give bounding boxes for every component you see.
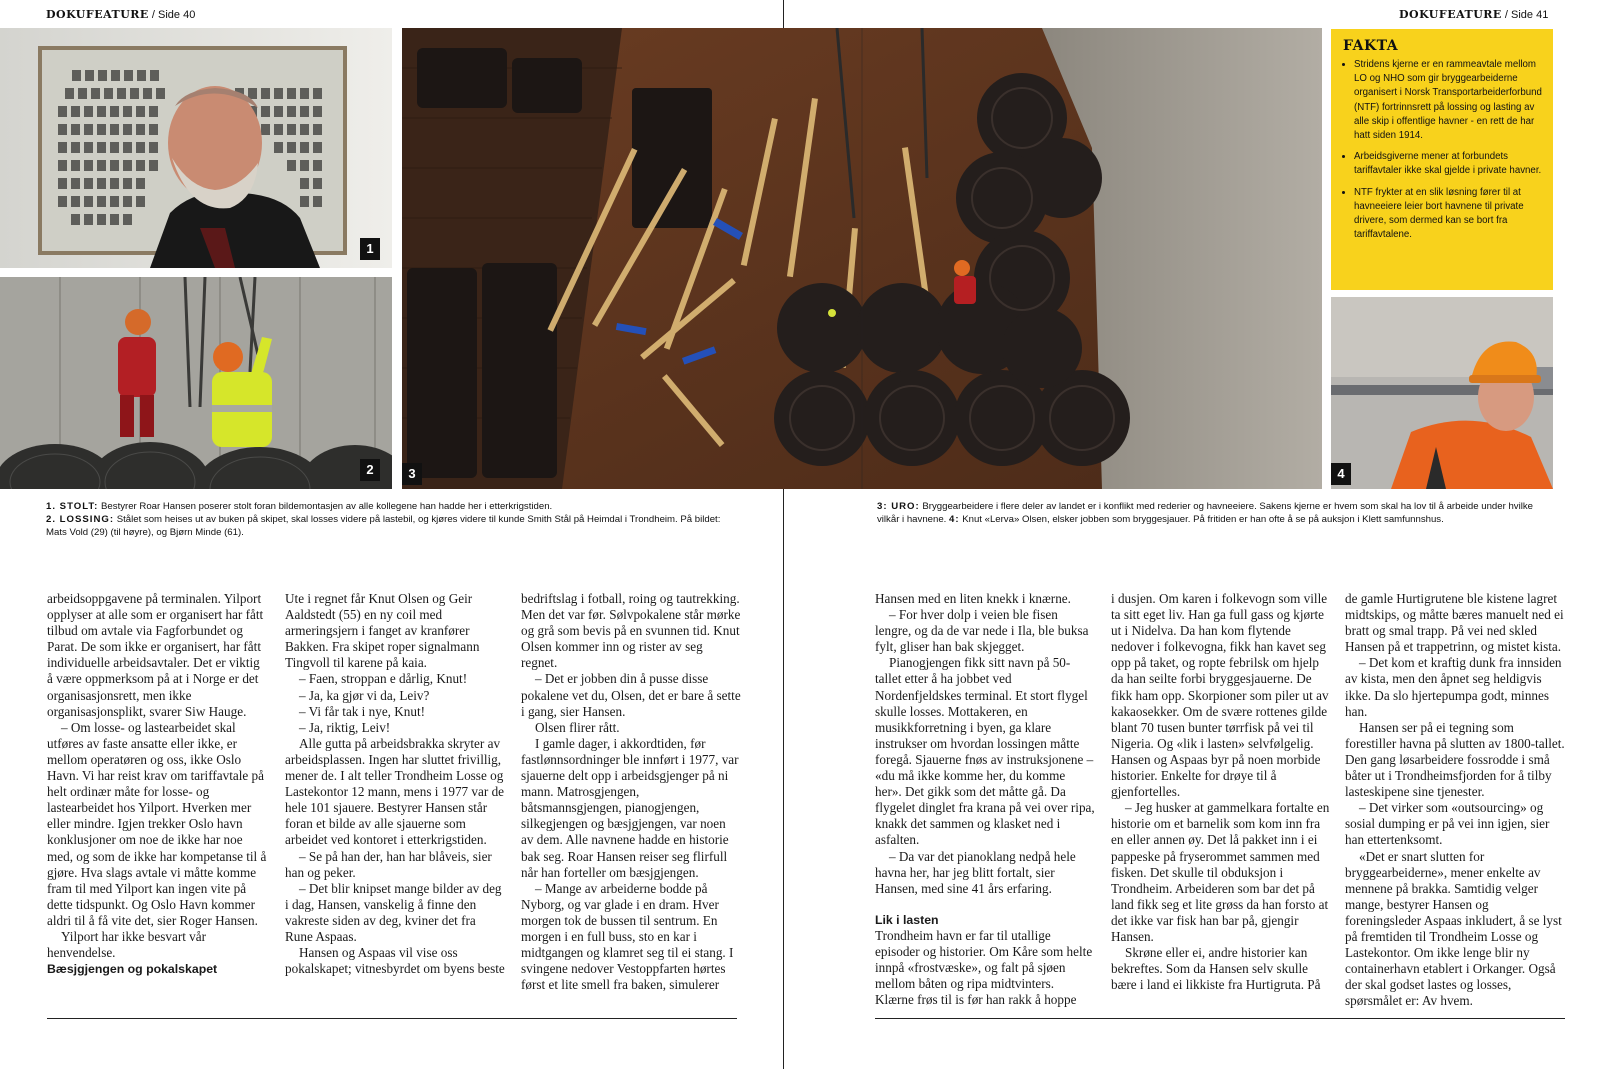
page-number: / Side 40 xyxy=(151,9,196,21)
photo-number-badge: 4 xyxy=(1331,463,1351,485)
body-column-4 xyxy=(875,591,1095,1008)
body-paragraph: bedriftslag i fotball, roing og tautrekking. Men det var før. Sølvpokalene står mørke og grå som bevis på en svunnen tid. Knut Olsen kommer inn og rister av seg regnet. xyxy=(521,591,741,671)
caption-text: Bestyrer Roar Hansen poserer stolt foran bildemontasjen av alle kollegene han hadde her i etterkrigstiden. xyxy=(101,501,553,512)
caption-right xyxy=(877,500,1557,526)
page-number: / Side 41 xyxy=(1504,9,1549,21)
body-paragraph: i dusjen. Om karen i folkevogn som ville ta sitt eget liv. Han ga full gass og kjørte ut i Nidelva. Da han kom flytende nedover i folkevogna, fikk han kavet seg opp på taket, og ropte febrilsk om hjelp da han seilte forbi bryggesjauerne. De fikk ham opp. Skorpioner som piler ut av kakaosekker. Om de svære rottenes gilde blant 70 tusen bunter tørrfisk på vei til Nigeria. Og «lik i lasten» selvfølgelig. Hansen og Aspaas byr på noen morbide historier. Enkelte for drøye til å gjenfortelles. xyxy=(1111,591,1329,800)
body-paragraph: – Det blir knipset mange bilder av deg i dag, Hansen, vanskelig å finne den vakreste siden av deg, kviner det fra Rune Aspaas. xyxy=(285,880,502,944)
body-paragraph: Hansen ser på ei tegning som forestiller havna på slutten av 1800-tallet. Den gang løsarbeidere fossrodde i små båter ut i Trondheimsfjorden for å tilby lasteskipene sine tjenester. xyxy=(1345,719,1565,800)
fakta-title: FAKTA xyxy=(1343,38,1399,54)
body-paragraph: – Se på han der, han har blåveis, sier han og peker. xyxy=(285,848,492,880)
photo-4-dockworker xyxy=(1331,297,1553,489)
body-paragraph: arbeidsoppgavene på terminalen. Yilport opplyser at alle som er organisert har fått tilbud om avtale via Fagforbundet og Parat. De som ikke er organisert, har fått individuelle arbeidsavtaler. Det er viktig å være oppmerksom på at i Norge er det organisasjonsrett, men ikke organisasjonsplikt, svarer Siw Hauge. xyxy=(47,591,264,719)
body-paragraph: – Faen, stroppan e dårlig, Knut! xyxy=(299,671,468,687)
body-paragraph: – Ja, riktig, Leiv! xyxy=(299,719,391,735)
body-paragraph: «Det er snart slutten for bryggearbeiderne», mener enkelte av mennene på brakka. Samtidig velger mange, bestyrer Hansen og foreningsleder Aspaas inkludert, å se lyst på fremtiden til Trondheim Losse og Lastekontor. Om ikke lenge blir ny containerhavn etablert i Orkanger. Også der skal godset lastes og losses, spørsmålet er: Av hvem. xyxy=(1345,848,1562,1009)
fakta-item: • NTF frykter at en slik løsning fører til at havneeiere leier bort havnene til private drivere, som dermed kan se bort fra tariffavtalene. xyxy=(1354,186,1544,243)
body-paragraph: – Det virker som «outsourcing» og sosial dumping er på vei inn igjen, sier han ettertenksomt. xyxy=(1345,800,1550,848)
caption-label: 1. STOLT: xyxy=(46,501,99,512)
body-column-2 xyxy=(285,591,505,977)
body-paragraph: – Jeg husker at gammelkara fortalte en historie om et barnelik som kom inn fra en eller annen øy. Det lå pakket inn i ei pappeske på fryserommet sammen med fisken. Det skulle til obduksjon i Trondheim. Arbeideren som bar det på land fikk seg et lite grøss da han forsto at det ikke var fisk han bar på, gjengir Hansen. xyxy=(1111,800,1330,944)
fakta-item: • Stridens kjerne er en rammeavtale mellom LO og NHO som gir bryggearbeiderne organisert i Norsk Transportarbeiderforbund (NTF) fortrinnsrett på lossing og lasting av alle skip i offentlige havner - en rett de har hatt siden 1914. xyxy=(1354,58,1544,143)
body-paragraph: I gamle dager, i akkordtiden, før fastlønnsordninger ble innført i 1977, var sjauerne delt opp i arbeidsgjenger på ni mann. Matrosgjengen, båtsmannsgjengen, pianogjengen, silkegjengen og bæsjgjengen, var noen av dem. Alle navnene hadde en historie bak seg. Roar Hansen reiser seg flirfull når han forteller om bæsjgjengen. xyxy=(521,735,739,880)
body-paragraph: – Det er jobben din å pusse disse pokalene vet du, Olsen, det er bare å sette i gang, sier Hansen. xyxy=(521,671,741,719)
photo-number-badge: 3 xyxy=(402,463,422,485)
bottom-rule-left xyxy=(47,1018,737,1019)
subheading: Lik i lasten xyxy=(875,912,939,927)
body-paragraph: Olsen flirer rått. xyxy=(535,719,620,735)
fakta-item: • Arbeidsgiverne mener at forbundets tariffavtaler ikke skal gjelde i private havner. xyxy=(1354,150,1544,178)
body-paragraph: Alle gutta på arbeidsbrakka skryter av arbeidsplassen. Ingen har sluttet frivillig, mener de. I alt teller Trondheim Losse og Lastekontor 12 mann, mens i 1977 var de hele 101 sjauere. Bestyrer Hansen står foran et bilde av alle sjauerne som arbeidet ved kontoret i etterkrigstiden. xyxy=(285,735,505,848)
body-paragraph: – Mange av arbeiderne bodde på Nyborg, og var glade i en dram. Hver morgen tok de bussen til sentrum. En morgen i en full buss, sto en kar i midtgangen og klamret seg til ei stang. I svingene nedover Vestoppfarten hørtes først et lite smell fra baken, simulerer xyxy=(521,880,734,993)
body-paragraph: de gamle Hurtigrutene ble kistene lagret midtskips, og måtte bæres manuelt ned ei bratt og smal trapp. På vei ned skled Hansen på et trappetrinn, og mistet kista. xyxy=(1345,591,1564,655)
body-paragraph: – Det kom et kraftig dunk fra innsiden av kista, men den åpnet seg heldigvis ikke. Da slo hjertepumpa godt, minnes han. xyxy=(1345,655,1562,719)
body-column-5 xyxy=(1111,591,1331,993)
body-paragraph: Ute i regnet får Knut Olsen og Geir Aaldstedt (55) en ny coil med armeringsjern i fanget av kranfører Bakken. Fra skipet roper signalmann Tingvoll til karene på kaia. xyxy=(285,591,480,671)
section-name: DOKUFEATURE xyxy=(1399,8,1502,21)
caption-label: 2. LOSSING: xyxy=(46,514,115,525)
photo-3-cargo-hold xyxy=(402,28,1322,489)
body-paragraph: – For hver dolp i veien ble fisen lengre, og da de var nede i Ila, ble buksa fylt, gliser han bak skjegget. xyxy=(875,607,1089,655)
photo-number-badge: 1 xyxy=(360,238,380,260)
caption-text: Bryggearbeidere i flere deler av landet er i konflikt med rederier og havneeiere. Sakens kjerne er hvem som skal ha lov til å arbeide under hvilke vilkår i havnene. xyxy=(877,501,1533,525)
subheading: Bæsjgjengen og pokalskapet xyxy=(47,962,218,977)
body-column-6 xyxy=(1345,591,1565,1009)
folio-right xyxy=(1399,8,1548,21)
caption-label: 4: xyxy=(949,514,960,525)
body-paragraph: Pianogjengen fikk sitt navn på 50-tallet etter å ha jobbet ved Nordenfjeldskes terminal. Et stort flygel skulle losses. Mottakeren, en musikkforretning i byen, ga klare instrukser om hvordan lossingen måtte foregå. Sjauerne fnøs av instruksjonene – «du må ikke komme her, du komme her». Det gikk som det måtte gå. Da flygelet dinglet fra krana på vei over ripa, knakk det sammen og klasket ned i asfalten. xyxy=(875,655,1095,848)
body-paragraph: – Vi får tak i nye, Knut! xyxy=(299,703,426,719)
body-paragraph: – Om losse- og lastearbeidet skal utføres av faste ansatte eller ikke, er mellom operatøren og oss, ikke Oslo Havn. Vi har reist krav om tariffavtale på helt ordinær måte for losse- og lastearbeidet hos Yilport. Hverken mer eller mindre. Igjen trekker Oslo havn konklusjoner om noe de ikke har noe med, og som de ikke har kompetanse til å gjøre. Hva slags avtale vi måtte komme fram til med Yilport kan ingen vite på dette tidspunkt. Og Oslo Havn kommer aldri til å få vite det, sier Roger Hansen. xyxy=(47,719,267,928)
caption-left xyxy=(46,500,736,539)
body-paragraph: – Da var det pianoklang nedpå hele havna her, har jeg blitt fortalt, sier Hansen, med sine 41 års erfaring. xyxy=(875,848,1076,896)
body-paragraph: Skrøne eller ei, andre historier kan bekreftes. Som da Hansen selv skulle bære i land ei likkiste fra Hurtigruta. På xyxy=(1111,945,1321,993)
body-paragraph: – Ja, ka gjør vi da, Leiv? xyxy=(299,687,430,703)
section-name: DOKUFEATURE xyxy=(46,8,149,21)
fakta-box xyxy=(1331,29,1553,290)
body-paragraph: Hansen med en liten knekk i knærne. xyxy=(875,591,1071,606)
photo-1-portrait xyxy=(0,28,392,268)
caption-label: 3: URO: xyxy=(877,501,920,512)
fakta-list xyxy=(1343,58,1544,242)
photo-2-workers xyxy=(0,277,392,489)
body-paragraph: Trondheim havn er far til utallige episoder og historier. Om Kåre som helte innpå «frostvæske», og falt på sjøen mellom båten og ripa midtvinters. Klærne frøs til is før han rakk å hoppe xyxy=(875,927,1093,1008)
body-column-1 xyxy=(47,591,267,977)
body-paragraph: Yilport har ikke besvart vår henvendelse. xyxy=(47,928,207,961)
photo-number-badge: 2 xyxy=(360,459,380,481)
body-column-3 xyxy=(521,591,741,993)
bottom-rule-right xyxy=(875,1018,1565,1019)
folio-left xyxy=(46,8,195,21)
caption-text: Stålet som heises ut av buken på skipet, skal losses videre på lastebil, og kjøres videre til kunde Smith Stål på Heimdal i Trondheim. På bildet: Mats Vold (29) (til høyre), og Bjørn Minde (61). xyxy=(46,514,721,538)
caption-text: Knut «Lerva» Olsen, elsker jobben som bryggesjauer. På fritiden er han ofte å se på auksjon i Klett samfunnshus. xyxy=(962,514,1444,525)
body-paragraph: Hansen og Aspaas vil vise oss pokalskapet; vitnesbyrdet om byens beste xyxy=(285,945,505,977)
